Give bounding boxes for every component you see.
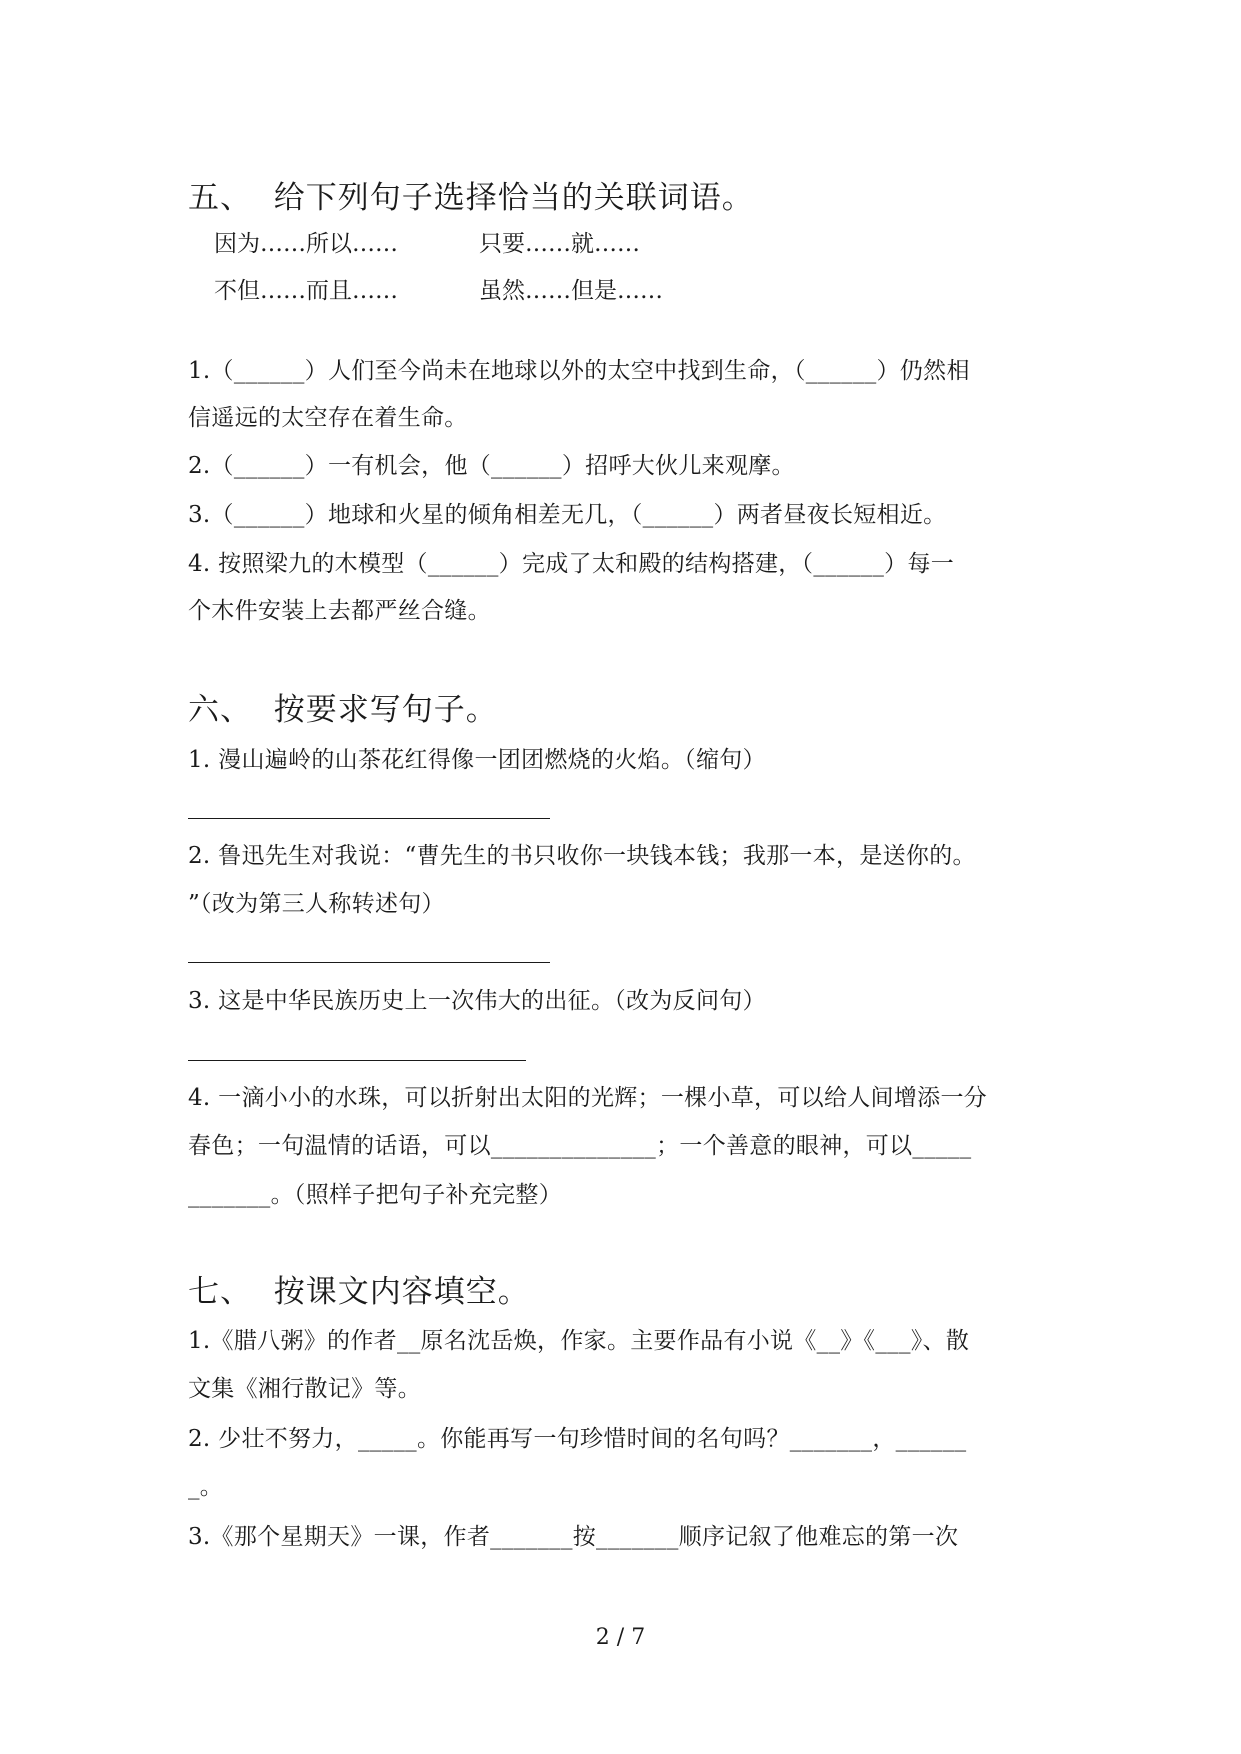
s6-question-4-cont: _______。（照样子把句子补充完整） — [188, 1182, 562, 1208]
s6-question-1: 1. 漫山遍岭的山茶花红得像一团团燃烧的火焰。（缩句） — [188, 747, 766, 773]
connective-option-2: 只要……就…… — [479, 231, 640, 257]
section-5-heading: 五、 给下列句子选择恰当的关联词语。 — [188, 180, 754, 216]
s5-question-line: 信遥远的太空存在着生命。 — [188, 405, 468, 431]
connective-option-3: 不但……而且…… — [214, 278, 398, 304]
s7-question-2-cont: _。 — [188, 1474, 224, 1500]
s7-question-3: 3.《那个星期天》一课，作者_______按_______顺序记叙了他难忘的第一次 — [188, 1524, 959, 1550]
connective-option-1: 因为……所以…… — [214, 231, 398, 257]
s6-question-2-cont: ”（改为第三人称转述句） — [188, 891, 445, 917]
s7-question-1-cont: 文集《湘行散记》等。 — [188, 1376, 421, 1402]
answer-line — [188, 1060, 526, 1061]
s5-question-line: 2.（______）一有机会，他（______）招呼大伙儿来观摩。 — [188, 453, 795, 479]
s5-question-line: 3.（______）地球和火星的倾角相差无几，（______）两者昼夜长短相近。 — [188, 502, 947, 528]
s5-question-line: 个木件安装上去都严丝合缝。 — [188, 598, 491, 624]
s6-question-4: 4. 一滴小小的水珠，可以折射出太阳的光辉；一棵小草，可以给人间增添一分 — [188, 1085, 988, 1111]
connective-option-4: 虽然……但是…… — [479, 278, 663, 304]
s5-question-line: 1.（______）人们至今尚未在地球以外的太空中找到生命，（______）仍然相 — [188, 358, 970, 384]
s6-question-2: 2. 鲁迅先生对我说：“曹先生的书只收你一块钱本钱；我那一本，是送你的。 — [188, 843, 976, 869]
s7-question-1: 1.《腊八粥》的作者__原名沈岳焕，作家。主要作品有小说《__》《___》、散 — [188, 1328, 970, 1354]
s6-question-4-cont: 春色；一句温情的话语，可以______________；一个善意的眼神，可以_____ — [188, 1133, 972, 1159]
page-number: 2 / 7 — [595, 1625, 646, 1650]
answer-line — [188, 962, 550, 963]
section-6-heading: 六、 按要求写句子。 — [188, 692, 498, 728]
s7-question-2: 2. 少壮不努力，_____。你能再写一句珍惜时间的名句吗？_______，______ — [188, 1426, 967, 1452]
section-7-heading: 七、 按课文内容填空。 — [188, 1274, 530, 1310]
s5-question-line: 4. 按照梁九的木模型（______）完成了太和殿的结构搭建，（______）每一 — [188, 551, 955, 577]
answer-line — [188, 818, 550, 819]
s6-question-3: 3. 这是中华民族历史上一次伟大的出征。（改为反问句） — [188, 988, 766, 1014]
